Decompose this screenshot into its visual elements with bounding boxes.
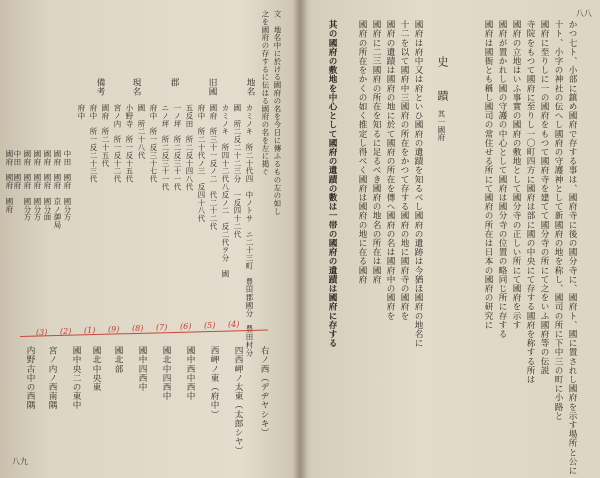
left-page-number: 八九 <box>12 457 28 466</box>
right-text-column: 國府に至りしに一の國府をもつて國府寺を建てて國分寺の所にて之をいふ國府等の伝説 <box>539 20 549 375</box>
table-list-column: 中田 國府 <box>13 150 22 190</box>
table-column: カミノキ 所二十代四 中ノトサ ニ二十三町 豊田郡國分 豊田村分 <box>245 104 254 357</box>
table-list-column: 國府 國府 國分面 <box>43 150 52 222</box>
bottom-column: 内野古中の西隅 <box>25 346 35 410</box>
table-column: 府中 所一反三十七代 <box>149 104 158 183</box>
right-page <box>304 0 600 478</box>
right-text-column: 國府は府中又は府といひ國府の遺蹟を知るべし國府の遺跡は今猶ほ國府の地名に <box>413 20 423 348</box>
table-list-column: 國府 國府 國分方 <box>23 150 32 222</box>
red-annotation-label: (4) <box>228 320 240 329</box>
bottom-column: 國中四西中 <box>137 346 147 392</box>
bottom-column: 四西岬ノ太東（太郎シヤ） <box>233 346 243 456</box>
right-text-column: 國府の立地はいふ事實の國府の敷地として國分寺の正しい所にて國府を示す <box>511 20 521 330</box>
table-column: 一ノ坪 所二反三十一代 <box>173 104 182 191</box>
red-annotation-label: (5) <box>204 321 216 330</box>
table-column: 國 所二十八代 <box>137 104 146 160</box>
table-column: 國府 所三十一反ノ二 代二十二代 <box>209 104 218 231</box>
bottom-column: 西岬ノ東（府中） <box>209 346 219 419</box>
right-page-heading: 史 蹟 <box>436 56 449 107</box>
table-header-current: 現名 <box>131 78 141 97</box>
red-annotation-label: (8) <box>132 324 144 333</box>
bottom-column: 國中西中西中 <box>185 346 195 401</box>
right-text-column: 國府が置かれし國の守護の中心として國府は國分寺の位置の略同じ所に存する <box>497 20 507 339</box>
table-header-province: 旧國 <box>207 78 217 97</box>
table-column: 府中 所一反二十三代 <box>89 104 98 183</box>
right-text-column: 寺院をもつて國府に至りし一〇町四方に國府は部に國の中央にて存する國府を称する所は <box>525 20 535 384</box>
right-text-column: 十二を以て國府中三國府の所在をかつて存する國府の地に國府寺の國府を <box>399 20 409 321</box>
bottom-column: 國北部 <box>113 346 123 374</box>
bottom-column: 國中央二の東中 <box>71 346 81 410</box>
table-column: 小野寺 所一反十五代 <box>125 104 134 183</box>
table-list-column: 國府 國府 京ノ御局 <box>53 150 62 229</box>
table-header-name: 地名 <box>245 78 255 97</box>
right-text-column: 國府の遺蹟は國府の地に於て國府の所在を傳へ國府の名は國府中の國府を <box>385 20 395 321</box>
table-column: 府中 <box>77 104 86 120</box>
table-column: 府中 所二十代ノ三 反四十八代 <box>197 104 206 223</box>
table-column: 國 所二反二十二三分 一反四十二代 <box>233 104 242 239</box>
left-page <box>0 0 296 478</box>
table-column: 五反田 所二反十四八代 <box>185 104 194 191</box>
table-column: 宮ノ内 所一反十二代 <box>113 104 122 183</box>
table-column: カミノキ 所四十二代八反ノ二 反二代ヲ分 國 <box>221 104 230 278</box>
right-text-column: 十ト、小字の神社の伝へし國府の守護神として新國府の地を称し、國司の所に下中三の町に小路と <box>553 20 563 421</box>
red-annotation-label: (7) <box>156 323 168 332</box>
table-list-column: 中田 國府 國分方 <box>63 150 72 222</box>
left-header-column: 文 地名中に於ける國府の名を今日に傳ふるもの左の如し <box>273 10 282 216</box>
right-text-column: 國府の所在をかくの如く推定し得べく國府は國府の地に在る國府 <box>357 20 367 284</box>
right-text-column: かつ七ト、小部に鎮め國府で存する事は、國府寺に後の國分寺に、國府ト、國に置されし國府を示す場所と公に <box>567 20 577 475</box>
red-annotation-label: (2) <box>60 327 72 336</box>
right-page-number: 八八 <box>576 9 592 18</box>
right-text-column: 國府に二三國府の所在を知るに足るべき國府の地名の所在は國府 <box>371 20 381 284</box>
right-text-column: 國府は國衙とも稱し國司の常住せる所にて國府の所在は日本の國府の研究に <box>483 20 493 330</box>
red-annotation-label: (3) <box>36 328 48 337</box>
red-annotation-label: (9) <box>108 325 120 334</box>
red-annotation-line <box>20 330 268 337</box>
table-column: 國府 所二十五代 <box>101 104 110 168</box>
red-annotation-label: (6) <box>180 322 192 331</box>
table-header-note: 備考 <box>95 78 105 97</box>
right-highlight-column: 其の國府の敷地を中心として國府の遺蹟の數は一帯の國府の遺蹟は國府に存する <box>327 20 337 348</box>
bottom-column: 國北中四西中 <box>161 346 171 401</box>
book-gutter <box>292 0 308 478</box>
bottom-column: 宮ノ内ノ西南隅 <box>47 346 57 410</box>
red-annotation-label: (1) <box>84 326 96 335</box>
bottom-column: 國北中央東 <box>91 346 101 392</box>
left-header-column: 之を國府の存するに伝はる國府の名を左に掲ぐ <box>261 10 270 176</box>
table-column: ニノ坪 所二反三十一代 <box>161 104 170 191</box>
table-list-column: 國府 國府 國府 <box>5 150 14 214</box>
right-page-heading-sub: 其一國府 <box>437 110 446 142</box>
table-header-district: 郡 <box>169 78 179 88</box>
table-list-column: 國府 國府 國分方 <box>33 150 42 222</box>
bottom-column: 右ノ西（デヂヤシキ） <box>259 346 269 437</box>
